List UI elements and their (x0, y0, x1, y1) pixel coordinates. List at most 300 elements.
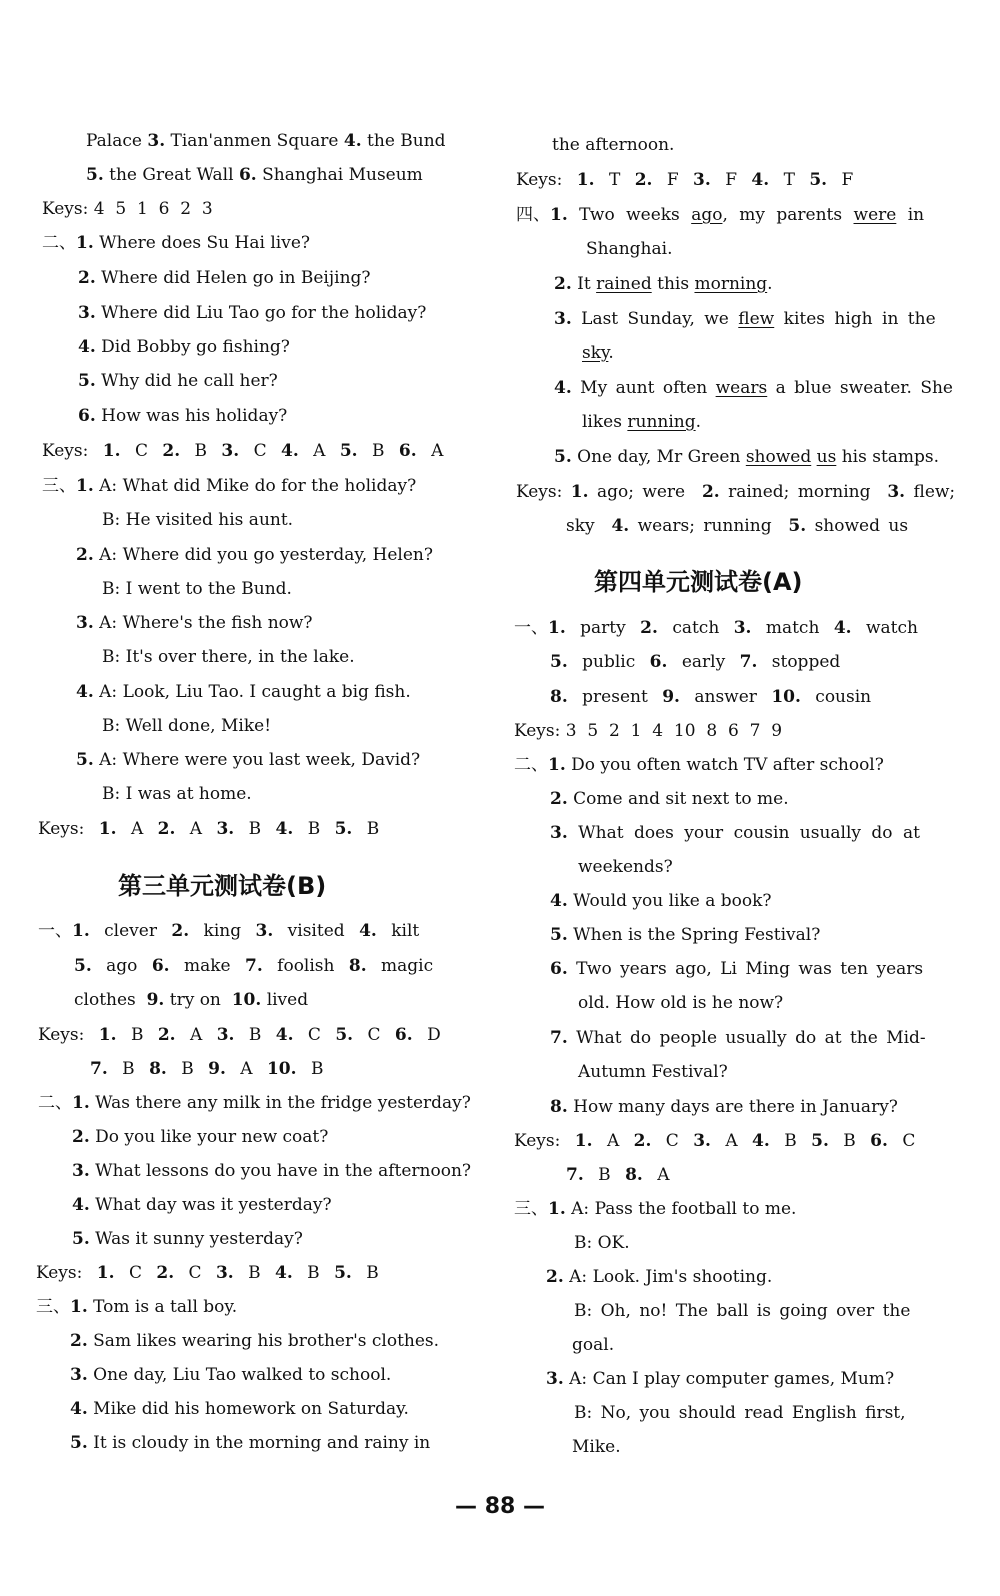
section-mark: 三、 (42, 476, 76, 496)
text-line (582, 411, 701, 433)
item-number: 6. (151, 956, 170, 976)
item-number: 2. (171, 921, 190, 941)
section-mark: 三、 (36, 1297, 70, 1317)
item-number: 3. (70, 1365, 88, 1385)
text-line (582, 342, 614, 364)
key-number: 3. (221, 441, 240, 461)
item-number: 4. (833, 618, 852, 638)
dialogue-line (76, 681, 411, 703)
text-line: weekends? (578, 857, 673, 877)
item-number: 7. (550, 1028, 568, 1048)
keys-label: Keys: (516, 482, 563, 502)
text: A: Where did you go yesterday, Helen? (99, 545, 433, 565)
dialogue-line (76, 544, 433, 566)
list-item (550, 822, 920, 844)
text: Tian'anmen Square (170, 131, 339, 151)
item-number: 7. (739, 652, 758, 672)
key-number: 2. (162, 441, 181, 461)
list-item (550, 1027, 926, 1049)
key-number: 2. (634, 170, 653, 190)
word: lived (266, 990, 309, 1010)
list-item (72, 1228, 303, 1250)
answer-keys (38, 818, 379, 840)
item-number: 8. (550, 1097, 568, 1117)
item-number: 3. (147, 131, 166, 151)
item-number: 9. (146, 990, 165, 1010)
key-number: 6. (870, 1131, 888, 1151)
key-value: F (841, 170, 854, 190)
key-number: 5. (788, 516, 807, 536)
keys-label: Keys: (42, 441, 89, 461)
key-number: 5. (809, 170, 828, 190)
key-value: A (130, 819, 144, 839)
text: Two weeks (579, 205, 680, 225)
item-number: 3. (733, 618, 752, 638)
list-item (550, 958, 923, 980)
section-mark: 三、 (514, 1199, 548, 1219)
word: visited (287, 921, 345, 941)
key-number: 4. (751, 170, 770, 190)
key-value: B (122, 1059, 135, 1079)
item-number: 2. (72, 1127, 90, 1147)
item-number: 2. (546, 1267, 564, 1287)
key-number: 4. (275, 1263, 293, 1283)
word: clever (104, 921, 157, 941)
list-item (550, 1096, 898, 1118)
text: . (767, 274, 773, 294)
item-number: 3. (554, 309, 572, 329)
key-value: T (608, 170, 621, 190)
text: It (577, 274, 591, 294)
item-number: 2. (550, 789, 568, 809)
key-value: B (366, 819, 380, 839)
text: Did Bobby go fishing? (101, 337, 290, 357)
text: , my parents (722, 205, 843, 225)
list-item (554, 308, 936, 330)
key-value: A (313, 441, 326, 461)
word: clothes (74, 990, 136, 1010)
key-value: B (372, 441, 385, 461)
item-number: 5. (78, 371, 96, 391)
item-number: 4. (343, 131, 362, 151)
text: . (695, 412, 702, 432)
key-value: C (134, 441, 148, 461)
key-number: 7. (566, 1165, 584, 1185)
key-value: B (307, 1263, 320, 1283)
text: How was his holiday? (101, 406, 288, 426)
text-line: the afternoon. (552, 135, 675, 155)
key-number: 1. (570, 482, 589, 502)
key-number: 8. (625, 1165, 643, 1185)
underlined-word: running (627, 412, 696, 432)
list-item (78, 267, 371, 289)
answer-keys: Keys: 4 5 1 6 2 3 (42, 199, 213, 219)
item-number: 4. (78, 337, 96, 357)
dialogue-line (546, 1266, 772, 1288)
item-number: 4. (554, 378, 572, 398)
list-item (72, 1126, 328, 1148)
dialogue-line (42, 475, 416, 497)
item-number: 1. (548, 755, 566, 775)
key-number: 2. (701, 482, 720, 502)
word: match (765, 618, 820, 638)
text: A: Look. Jim's shooting. (569, 1267, 773, 1287)
word: king (203, 921, 242, 941)
underlined-word: us (816, 447, 837, 467)
item-number: 2. (76, 545, 94, 565)
dialogue-line: goal. (572, 1335, 615, 1355)
key-value: C (188, 1263, 202, 1283)
item-number: 4. (359, 921, 377, 941)
item-number: 3. (550, 823, 568, 843)
key-value: A (431, 441, 444, 461)
word-row (550, 651, 840, 673)
text: in (907, 205, 925, 225)
text: . (608, 343, 614, 363)
underlined-word: flew (738, 309, 775, 329)
key-number: 7. (90, 1059, 108, 1079)
answer-keys (566, 515, 908, 537)
page-number: — 88 — (455, 1494, 545, 1519)
text: A: Look, Liu Tao. I caught a big fish. (99, 682, 411, 702)
word: catch (672, 618, 720, 638)
text: Do you often watch TV after school? (571, 755, 884, 775)
list-item (72, 1160, 471, 1182)
item-number: 1. (548, 1199, 566, 1219)
text: Would you like a book? (573, 891, 772, 911)
item-number: 9. (662, 687, 680, 707)
key-value: B (366, 1263, 379, 1283)
underlined-word: sky (582, 343, 609, 363)
key-value: B (310, 1059, 324, 1079)
key-number: 5. (334, 1263, 352, 1283)
text: Mike did his homework on Saturday. (93, 1399, 409, 1419)
dialogue-line (76, 749, 420, 771)
word: cousin (815, 687, 872, 707)
item-number: 1. (72, 1093, 90, 1113)
word: magic (381, 956, 434, 976)
underlined-word: were (853, 205, 897, 225)
word: early (681, 652, 726, 672)
item-number: 5. (550, 925, 568, 945)
key-value: C (128, 1263, 142, 1283)
key-value: F (666, 170, 679, 190)
dialogue-line: B: I went to the Bund. (102, 579, 292, 599)
list-item (78, 336, 290, 358)
text-line (86, 164, 423, 186)
text: Come and sit next to me. (573, 789, 789, 809)
text-line (86, 130, 446, 152)
key-number: 3. (216, 819, 235, 839)
key-value: B (181, 1059, 194, 1079)
text: A: Pass the football to me. (571, 1199, 797, 1219)
text: A: Where were you last week, David? (99, 750, 421, 770)
text: What lessons do you have in the afternoon? (95, 1161, 472, 1181)
item-number: 1. (70, 1297, 88, 1317)
list-item (514, 754, 884, 776)
text: What day was it yesterday? (95, 1195, 332, 1215)
key-value: B (784, 1131, 797, 1151)
text: When is the Spring Festival? (573, 925, 821, 945)
text: Tom is a tall boy. (93, 1297, 238, 1317)
key-value: A (657, 1165, 670, 1185)
key-number: 5. (811, 1131, 829, 1151)
list-item (36, 1296, 237, 1318)
key-number: 3. (693, 170, 711, 190)
text: How many days are there in January? (573, 1097, 898, 1117)
word-row (514, 617, 918, 639)
text: Shanghai Museum (262, 165, 423, 185)
list-item (42, 232, 310, 254)
keys-label: Keys: (38, 1025, 85, 1045)
item-number: 8. (550, 687, 568, 707)
key-number: 1. (576, 170, 595, 190)
key-value: A (189, 819, 203, 839)
key-value: B (130, 1025, 144, 1045)
answer-keys (514, 1130, 915, 1152)
item-number: 4. (70, 1399, 88, 1419)
word: party (580, 618, 626, 638)
key-value: A (725, 1131, 738, 1151)
item-number: 2. (70, 1331, 88, 1351)
item-number: 2. (554, 274, 572, 294)
text: Where does Su Hai live? (99, 233, 310, 253)
item-number: 6. (550, 959, 568, 979)
dialogue-line (514, 1198, 796, 1220)
item-number: 4. (72, 1195, 90, 1215)
key-number: 1. (102, 441, 121, 461)
key-number: 6. (398, 441, 417, 461)
list-item (78, 370, 278, 392)
text: A: Where's the fish now? (99, 613, 313, 633)
item-number: 8. (348, 956, 367, 976)
list-item (78, 405, 287, 427)
list-item (72, 1194, 332, 1216)
key-value: ago; were (596, 482, 686, 502)
key-value: C (902, 1131, 916, 1151)
dialogue-line: B: OK. (574, 1233, 630, 1253)
section-heading: 第四单元测试卷(A) (594, 568, 803, 596)
word-row (74, 989, 308, 1011)
text: Was it sunny yesterday? (95, 1229, 303, 1249)
item-number: 2. (78, 268, 96, 288)
text: What do people usually do at the Mid- (576, 1028, 926, 1048)
underlined-word: wears (715, 378, 768, 398)
item-number: 5. (76, 750, 94, 770)
key-number: 5. (339, 441, 358, 461)
key-number: 8. (149, 1059, 167, 1079)
item-number: 1. (548, 618, 566, 638)
item-number: 3. (546, 1369, 564, 1389)
dialogue-line: Mike. (572, 1437, 621, 1457)
answer-keys (42, 440, 443, 462)
keys-label: Keys: (38, 819, 85, 839)
item-number: 1. (550, 205, 568, 225)
key-value: A (190, 1025, 203, 1045)
text: the Bund (367, 131, 446, 151)
answer-keys (90, 1058, 323, 1080)
key-value: D (427, 1025, 441, 1045)
text: A: What did Mike do for the holiday? (99, 476, 417, 496)
item-number: 5. (554, 447, 572, 467)
item-number: 6. (649, 652, 668, 672)
key-number: 1. (98, 819, 117, 839)
section-mark: 一、 (514, 618, 548, 638)
key-number: 4. (752, 1131, 770, 1151)
keys-label: Keys: (516, 170, 563, 190)
underlined-word: showed (745, 447, 812, 467)
section-heading: 第三单元测试卷(B) (118, 872, 327, 900)
list-item (70, 1330, 439, 1352)
word: present (582, 687, 648, 707)
text: One day, Liu Tao walked to school. (93, 1365, 392, 1385)
key-value: wears; running (637, 516, 772, 536)
key-value: T (783, 170, 795, 190)
key-number: 3. (887, 482, 906, 502)
key-number: 1. (574, 1131, 593, 1151)
key-number: 2. (156, 1263, 175, 1283)
text-line: old. How old is he now? (578, 993, 784, 1013)
item-number: 5. (550, 652, 568, 672)
text: My aunt often (580, 378, 708, 398)
key-number: 2. (633, 1131, 652, 1151)
key-value: B (843, 1131, 856, 1151)
dialogue-line: B: Well done, Mike! (102, 716, 272, 736)
item-number: 3. (72, 1161, 90, 1181)
key-number: 4. (611, 516, 630, 536)
underlined-word: ago (691, 205, 723, 225)
answer-keys (566, 1164, 670, 1186)
key-value: B (307, 819, 321, 839)
key-value: B (598, 1165, 611, 1185)
answer-keys (36, 1262, 379, 1284)
list-item (70, 1432, 430, 1454)
underlined-word: rained (596, 274, 652, 294)
text: Palace (86, 131, 142, 151)
word: kilt (391, 921, 420, 941)
text: Was there any milk in the fridge yesterday? (95, 1093, 471, 1113)
item-number: 1. (72, 921, 90, 941)
text: kites high in the (783, 309, 936, 329)
text: the Great Wall (109, 165, 234, 185)
text: a blue sweater. She (775, 378, 953, 398)
word-row (38, 920, 419, 942)
item-number: 1. (76, 476, 94, 496)
word: answer (694, 687, 757, 707)
text: One day, Mr Green (577, 447, 741, 467)
list-item (516, 204, 924, 226)
word: public (582, 652, 636, 672)
item-number: 3. (255, 921, 274, 941)
list-item (550, 890, 772, 912)
dialogue-line: B: He visited his aunt. (102, 510, 294, 530)
answer-keys (38, 1024, 441, 1046)
item-number: 10. (231, 990, 262, 1010)
key-value: C (253, 441, 267, 461)
word: ago (106, 956, 138, 976)
key-value: A (606, 1131, 620, 1151)
list-item (554, 446, 939, 468)
text-line: Shanghai. (586, 239, 673, 259)
key-number: 1. (96, 1263, 115, 1283)
text: Two years ago, Li Ming was ten years (576, 959, 924, 979)
section-mark: 四、 (516, 205, 550, 225)
item-number: 3. (76, 613, 94, 633)
key-value: sky (566, 516, 595, 536)
item-number: 2. (640, 618, 658, 638)
item-number: 5. (70, 1433, 88, 1453)
section-mark: 二、 (38, 1093, 72, 1113)
key-value: F (725, 170, 737, 190)
list-item (70, 1364, 391, 1386)
text: It is cloudy in the morning and rainy in (93, 1433, 431, 1453)
key-value: C (665, 1131, 679, 1151)
item-number: 5. (72, 1229, 90, 1249)
list-item (78, 302, 426, 324)
text-line: Autumn Festival? (578, 1062, 728, 1082)
keys-label: Keys: (514, 1131, 561, 1151)
key-value: C (307, 1025, 321, 1045)
key-number: 4. (275, 1025, 294, 1045)
list-item (550, 788, 789, 810)
text: likes (582, 412, 622, 432)
key-number: 3. (216, 1025, 235, 1045)
key-number: 10. (266, 1059, 297, 1079)
keys-label: Keys: (36, 1263, 83, 1283)
item-number: 6. (78, 406, 96, 426)
item-number: 7. (245, 956, 263, 976)
key-value: B (194, 441, 208, 461)
key-value: A (240, 1059, 253, 1079)
text: Sam likes wearing his brother's clothes. (93, 1331, 440, 1351)
item-number: 4. (76, 682, 94, 702)
key-number: 3. (693, 1131, 711, 1151)
key-value: showed us (814, 516, 909, 536)
underlined-word: morning (694, 274, 768, 294)
text: Where did Helen go in Beijing? (101, 268, 371, 288)
dialogue-line: B: No, you should read English first, (574, 1403, 906, 1423)
list-item (550, 924, 820, 946)
key-value: flew; (913, 482, 956, 502)
word-row (550, 686, 871, 708)
word: watch (865, 618, 918, 638)
text: his stamps. (841, 447, 940, 467)
item-number: 6. (238, 165, 257, 185)
dialogue-line: B: I was at home. (102, 784, 252, 804)
list-item (554, 273, 773, 295)
text: Why did he call her? (101, 371, 278, 391)
section-mark: 一、 (38, 921, 72, 941)
word: foolish (277, 956, 335, 976)
key-number: 5. (335, 1025, 354, 1045)
key-number: 9. (208, 1059, 226, 1079)
word: make (183, 956, 231, 976)
key-value: B (248, 1263, 261, 1283)
section-mark: 二、 (514, 755, 548, 775)
answer-keys (516, 169, 853, 191)
key-number: 2. (157, 819, 176, 839)
key-value: B (248, 819, 262, 839)
dialogue-line: B: Oh, no! The ball is going over the (574, 1301, 911, 1321)
item-number: 10. (771, 687, 801, 707)
answer-keys: Keys: 3 5 2 1 4 10 8 6 7 9 (514, 721, 783, 741)
text: What does your cousin usually do at (578, 823, 920, 843)
item-number: 3. (78, 303, 96, 323)
key-number: 6. (394, 1025, 413, 1045)
word: try on (169, 990, 221, 1010)
item-number: 5. (74, 956, 92, 976)
key-number: 2. (157, 1025, 176, 1045)
